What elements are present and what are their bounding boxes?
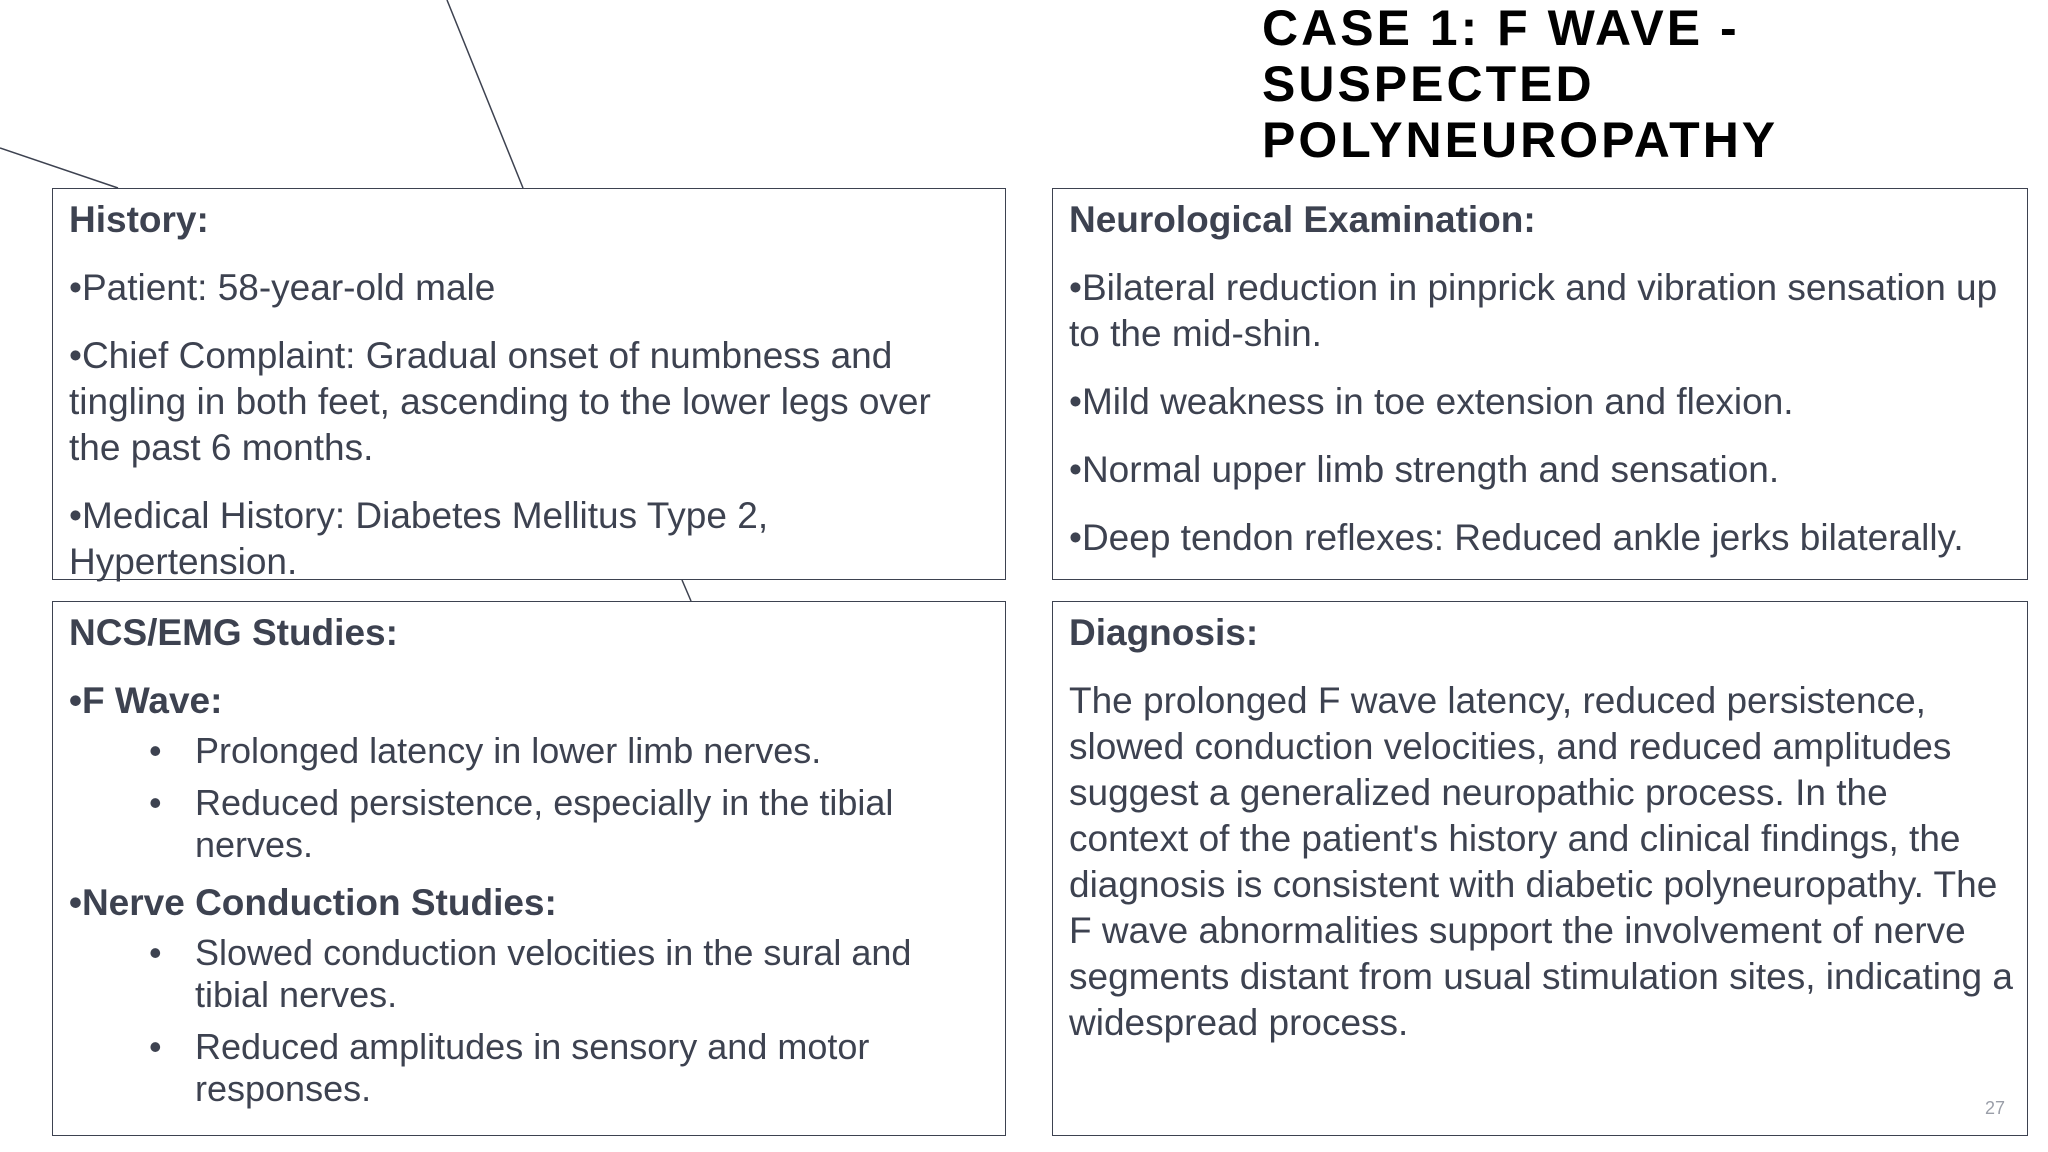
history-item-patient: •Patient: 58-year-old male [69, 267, 496, 308]
history-item-medical: •Medical History: Diabetes Mellitus Type 2, Hypertension. [69, 495, 769, 582]
diagnosis-content [1069, 610, 2013, 1046]
decor-line-left [0, 148, 118, 188]
neuro-exam-heading: Neurological Examination: [1069, 199, 1536, 240]
neuro-item-upper-limb: •Normal upper limb strength and sensation. [1069, 449, 1780, 490]
slide-title: CASE 1: F WAVE - SUSPECTED POLYNEUROPATHY [1262, 0, 1779, 168]
f-wave-item-latency: Prolonged latency in lower limb nerves. [195, 730, 822, 771]
f-wave-heading: •F Wave: [69, 680, 223, 721]
history-box [52, 188, 1006, 580]
list-item [69, 1026, 991, 1110]
neuro-exam-box [1052, 188, 2028, 580]
ncs-item-velocities: Slowed conduction velocities in the sural and tibial nerves. [195, 932, 912, 1015]
history-item-complaint: •Chief Complaint: Gradual onset of numbness and tingling in both feet, ascending to the lower legs over the past 6 months. [69, 335, 931, 468]
bullet-icon: • [149, 730, 162, 771]
diagnosis-text: The prolonged F wave latency, reduced persistence, slowed conduction velocities, and reduced amplitudes suggest a generalized neuropathic process. In the context of the patient's history and clinical findings, the diagnosis is consistent with diabetic polyneuropathy. The F wave abnormalities support the involvement of nerve segments distant from usual stimulation sites, indicating a widespread process. [1069, 680, 2013, 1043]
f-wave-item-persistence: Reduced persistence, especially in the tibial nerves. [195, 782, 894, 865]
list-item [69, 782, 991, 866]
diagnosis-heading: Diagnosis: [1069, 612, 1259, 653]
ncs-heading: •Nerve Conduction Studies: [69, 882, 557, 923]
ncs-item-amplitudes: Reduced amplitudes in sensory and motor responses. [195, 1026, 870, 1109]
ncs-emg-content [69, 610, 991, 1124]
neuro-item-weakness: •Mild weakness in toe extension and flexion. [1069, 381, 1794, 422]
neuro-item-reflexes: •Deep tendon reflexes: Reduced ankle jerks bilaterally. [1069, 517, 1964, 558]
ncs-emg-heading: NCS/EMG Studies: [69, 612, 398, 653]
f-wave-list [69, 730, 991, 866]
neuro-item-sensation: •Bilateral reduction in pinprick and vibration sensation up to the mid-shin. [1069, 267, 1998, 354]
list-item [69, 932, 991, 1016]
ncs-list [69, 932, 991, 1110]
ncs-emg-box [52, 601, 1006, 1136]
bullet-icon: • [149, 932, 162, 973]
bullet-icon: • [149, 1026, 162, 1067]
list-item [69, 730, 991, 772]
bullet-icon: • [149, 782, 162, 823]
decor-line-top [447, 0, 523, 188]
history-heading: History: [69, 199, 209, 240]
neuro-exam-content [1069, 197, 2013, 583]
history-content [69, 197, 991, 607]
diagnosis-box [1052, 601, 2028, 1136]
page-number: 27 [1984, 1098, 2005, 1118]
